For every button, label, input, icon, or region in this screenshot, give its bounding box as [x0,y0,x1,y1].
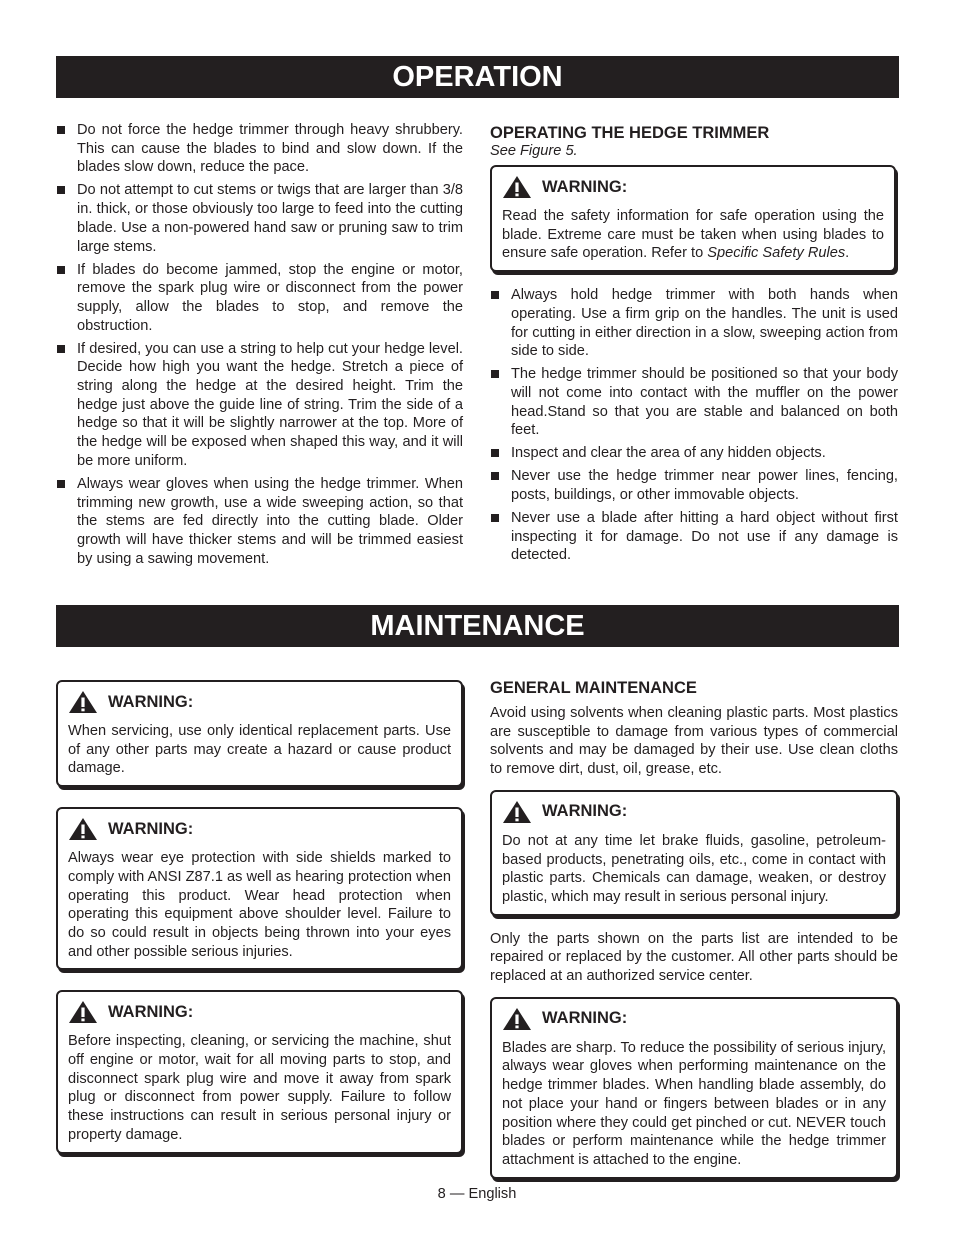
warning-header [502,800,886,824]
operation-left-list [56,121,463,568]
warning-triangle-icon [502,1007,532,1031]
eye-protection-warning [56,807,463,970]
operation-right-column [490,123,898,569]
operation-title: OPERATION [392,61,563,93]
solvents-warning [490,790,898,916]
page-footer: 8 — English [437,1186,517,1202]
list-item: Never use the hedge trimmer near power lines, fencing, posts, buildings, or other immovable objects. [490,467,898,504]
maintenance-banner [56,605,899,647]
warning-header [68,1000,451,1024]
figure-note: See Figure 5. [490,143,578,159]
warning-text: Blades are sharp. To reduce the possibility of serious injury, always wear gloves when performing maintenance on the hedge trimmer blades. When handling blade assembly, do not place your hand or fingers between blades or in any position where they could get pinched or cut. NEVER touch blades or perform maintenance while the hedge trimmer attachment is attached to the engine. [502,1039,886,1168]
list-item: Always hold hedge trimmer with both hands when operating. Use a firm grip on the handles. The unit is used for cutting in either direction in a slow, sweeping action from side to side. [490,286,898,361]
general-maintenance-text: Avoid using solvents when cleaning plastic parts. Most plastics are susceptible to damage from various types of commercial solvents and may be damaged by their use. Use clean cloths to remove dirt, dust, oil, grease, etc. [490,705,898,778]
warning-text: Always wear eye protection with side shields marked to comply with ANSI Z87.1 as well as hearing protection when operating this product. Wear head protection when operating this equipment above shoulder level. Failure to do so could result in objects being thrown into your eyes and other possible serious injuries. [68,850,451,960]
list-item: Do not force the hedge trimmer through heavy shrubbery. This can cause the blades to bind and slow down. If the blades slow down, reduce the pace. [56,121,463,177]
safety-rules-reference: Specific Safety Rules [707,245,846,262]
general-maintenance-heading: GENERAL MAINTENANCE [490,679,697,697]
warning-triangle-icon [502,800,532,824]
warning-text: Do not at any time let brake fluids, gasoline, petroleum-based products, penetrating oils, etc., come in contact with plastic parts. Chemicals can damage, weaken, or destroy plastic, which may result in serious personal injury. [502,832,886,905]
warning-title: WARNING: [542,802,628,821]
list-item: Never use a blade after hitting a hard object without first inspecting it for damage. Do not use if any damage is detected. [490,509,898,565]
warning-title: WARNING: [108,1002,194,1021]
warning-title: WARNING: [108,692,194,711]
warning-title: WARNING: [542,177,628,196]
warning-header [502,1007,886,1031]
list-item: Inspect and clear the area of any hidden objects. [490,444,898,463]
hedge-trimmer-heading: OPERATING THE HEDGE TRIMMER [490,124,770,142]
warning-triangle-icon [502,175,532,199]
warning-header [502,175,884,199]
warning-text: Before inspecting, cleaning, or servicing the machine, shut off engine or motor, wait for all moving parts to stop, and disconnect spark plug wire and move it away from spark plug or disconnect from power supply. Failure to follow these instructions can result in serious personal injury or property damage. [68,1033,451,1143]
list-item: If blades do become jammed, stop the engine or motor, remove the spark plug wire or disconnect from the power supply, allow the blades to stop, and remove the obstruction. [56,261,463,336]
operation-banner [56,56,899,98]
warning-header [68,690,451,714]
warning-title: WARNING: [542,1009,628,1028]
warning-triangle-icon [68,817,98,841]
list-item: Do not attempt to cut stems or twigs that are larger than 3/8 in. thick, or those obviously too large to feed into the cutting blade. Use a non-powered hand saw or pruning saw to trim large stems. [56,181,463,256]
parts-list-text: Only the parts shown on the parts list are intended to be repaired or replaced by the customer. All other parts should be replaced at an authorized service center. [490,930,898,985]
sharp-blades-warning [490,997,898,1179]
operation-left-column [56,121,463,573]
operation-warning-box [490,165,896,272]
warning-header [68,817,451,841]
maintenance-right-column [490,678,898,1179]
warning-text-end: . [845,245,850,262]
warning-text: When servicing, use only identical replacement parts. Use of any other parts may create a hazard or cause product damage. [68,723,451,777]
list-item: If desired, you can use a string to help cut your hedge level. Decide how high you want the hedge. Stretch a piece of string along the hedge at the desired height. Trim the hedge just above the guide line of string. Trim the side of a hedge so that it will be slightly narrower at the top. More of the hedge will be exposed when shaped this way, and it will be more uniform. [56,340,463,471]
operation-right-list [490,286,898,565]
list-item: Always wear gloves when using the hedge trimmer. When trimming new growth, use a wide sweeping action, so that the stems are fed directly into the cutting blade. Older growth will have thicker stems and will be trimmed easiest by using a sawing movement. [56,475,463,569]
list-item: The hedge trimmer should be positioned so that your body will not come into contact with the muffler on the power head.Stand so that you are stable and balanced on both feet. [490,365,898,440]
maintenance-left-column [56,680,463,1154]
servicing-warning [56,990,463,1153]
warning-triangle-icon [68,690,98,714]
warning-text [502,207,884,263]
maintenance-title: MAINTENANCE [370,610,585,642]
warning-title: WARNING: [108,819,194,838]
replacement-parts-warning [56,680,463,787]
warning-triangle-icon [68,1000,98,1024]
warning-text-part: Read the safety information for safe operation using the blade. Extreme care must be taken when using blades to ensure safe operation. Refer to [502,208,884,262]
